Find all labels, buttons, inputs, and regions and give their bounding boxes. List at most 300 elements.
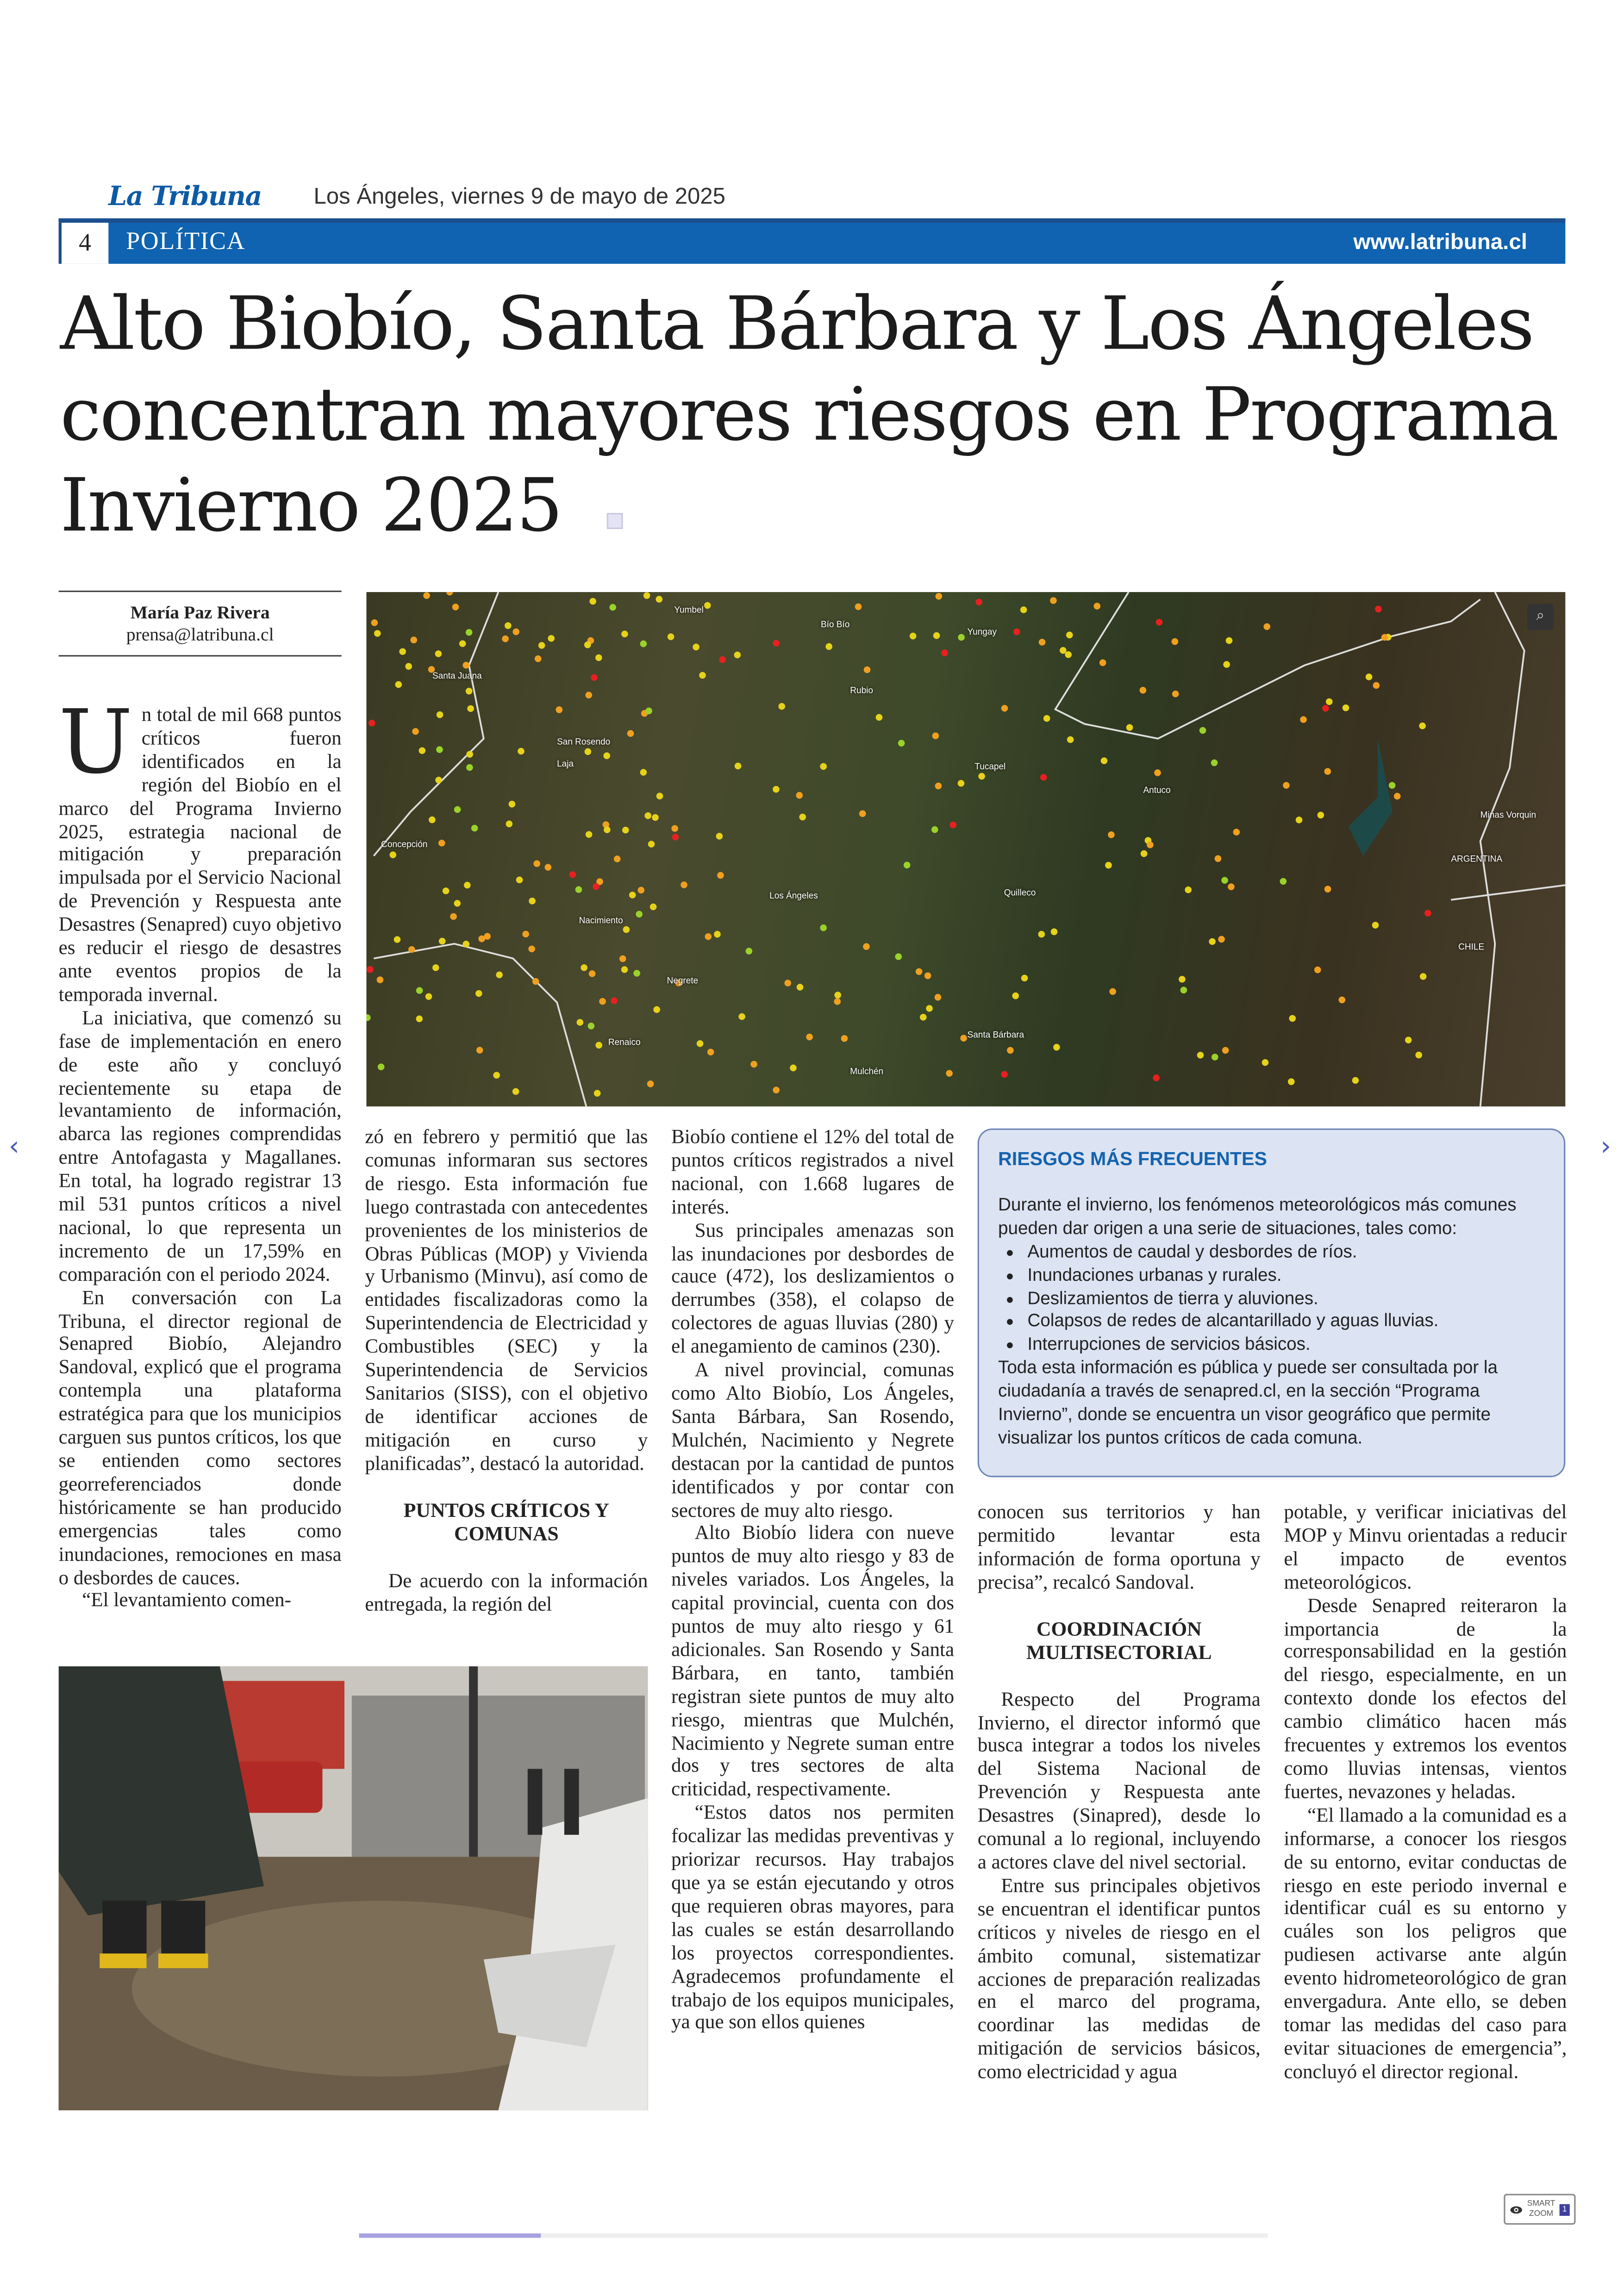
critical-point-marker [1147, 842, 1154, 848]
critical-point-marker [621, 630, 628, 637]
map-overlay [367, 592, 1566, 1106]
critical-point-marker [464, 882, 471, 889]
critical-point-marker [429, 817, 436, 823]
critical-point-marker [1109, 988, 1116, 995]
critical-point-marker [855, 603, 862, 610]
critical-point-marker [719, 656, 726, 663]
critical-point-marker [1215, 855, 1222, 862]
critical-point-marker [436, 746, 443, 753]
critical-point-marker [1375, 606, 1382, 613]
critical-point-marker [1283, 782, 1290, 789]
critical-point-marker [529, 898, 536, 904]
newspaper-logo: La Tribuna [108, 181, 262, 213]
critical-point-marker [518, 748, 525, 755]
critical-point-marker [416, 987, 423, 994]
critical-point-marker [1099, 659, 1106, 666]
paragraph: U n total de mil 668 puntos críticos fueron identificados en la región del Biobío en el marco del Programa Invierno 2025, estrategia nacional de mitigación y preparación impulsada por el Servicio Nacional de Prevención y Respuesta ante Desastres (Senapred) cuyo objetivo es reducir el riesgo de desastres ante eventos propios de la temporada invernal. [58, 692, 342, 1005]
critical-point-marker [408, 946, 415, 953]
headline: Alto Biobío, Santa Bárbara y Los Ángeles concentran mayores riesgos en Programa Invierno 2025 [60, 281, 1558, 549]
boundary-line [1451, 885, 1565, 900]
critical-point-marker [629, 892, 636, 898]
critical-point-marker [716, 833, 723, 840]
critical-point-marker [466, 629, 473, 636]
critical-point-marker [454, 806, 461, 813]
critical-point-marker [516, 877, 523, 884]
critical-point-marker [1420, 973, 1427, 980]
critical-point-marker [1007, 1047, 1014, 1054]
sidebox-intro: Durante el invierno, los fenómenos meteorológicos más comunes pueden dar origen a una serie de situaciones, tales como: [998, 1194, 1517, 1238]
critical-point-marker [428, 666, 435, 673]
critical-point-marker [640, 769, 647, 776]
critical-point-marker [1381, 634, 1388, 641]
paragraph: potable, y verificar iniciativas del MOP y Minvu orientadas a reducir el impacto de eventos meteorológicos. [1284, 1500, 1567, 1593]
critical-point-marker [717, 872, 724, 879]
critical-point-marker [593, 883, 600, 890]
critical-point-marker [1405, 1037, 1412, 1044]
critical-point-marker [621, 966, 628, 973]
list-item: • Aumentos de caudal y desbordes de ríos. [1027, 1241, 1545, 1264]
critical-point-marker [834, 992, 841, 998]
critical-point-marker [496, 972, 503, 979]
map-place-label: Nacimiento [579, 917, 623, 926]
critical-point-marker [627, 730, 634, 737]
critical-point-marker [693, 644, 700, 651]
photo-illustration [59, 1666, 648, 2110]
byline [59, 591, 342, 656]
critical-point-marker [876, 714, 883, 721]
list-item: • Interrupciones de servicios básicos. [1027, 1334, 1545, 1357]
paragraph: Respecto del Programa Invierno, el director informó que busca integrar a todos los niveles del Sistema Nacional de Prevención y Respuesta ante Desastres (Sinapred), desde lo comunal a lo regional, incluyendo a actores clave del nivel sectorial. [977, 1688, 1261, 1873]
critical-point-marker [544, 864, 551, 871]
critical-point-marker [1172, 638, 1179, 645]
critical-point-marker [604, 826, 611, 833]
critical-point-marker [603, 752, 610, 759]
critical-point-marker [577, 1019, 584, 1026]
critical-point-marker [1288, 1079, 1295, 1085]
critical-point-marker [773, 1087, 780, 1094]
critical-point-marker [1228, 883, 1235, 890]
critical-point-marker [773, 786, 780, 793]
column-1 [58, 692, 342, 1613]
critical-point-marker [935, 783, 942, 790]
critical-point-marker [475, 990, 482, 997]
critical-point-marker [367, 966, 374, 973]
critical-point-marker [588, 1023, 595, 1029]
paragraph: “El llamado a la comunidad es a informarse, a conocer los riesgos de su entorno, evitar conductas de riesgo en este periodo invernal e identificar cuál es su entorno y cuáles son los peligros que pudiesen activarse ante algún evento hidrometeorológico de gran envergadura. Ante ello, se deben tomar las medidas del caso para evitar situaciones de emergencia”, concluyó el director regional. [1284, 1803, 1567, 2083]
critical-point-marker [1038, 931, 1045, 938]
critical-point-marker [1179, 976, 1186, 983]
critical-point-marker [611, 997, 618, 1004]
critical-point-marker [595, 1042, 602, 1049]
critical-point-marker [958, 780, 965, 787]
critical-point-marker [671, 825, 678, 832]
critical-point-marker [1372, 922, 1379, 929]
sidebox-frequent-risks [978, 1129, 1566, 1478]
next-page-button[interactable]: › [1600, 1131, 1612, 1162]
critical-point-marker [1222, 1047, 1229, 1054]
critical-point-marker [650, 904, 657, 911]
critical-point-marker [395, 681, 402, 688]
critical-point-marker [405, 663, 412, 670]
critical-point-marker [425, 993, 432, 1000]
critical-point-marker [528, 946, 535, 953]
critical-point-marker [978, 773, 985, 780]
critical-point-marker [1060, 647, 1067, 654]
critical-point-marker [522, 931, 529, 938]
critical-point-marker [1020, 606, 1027, 613]
map-place-label: Tucapel [974, 763, 1006, 773]
subheading: COORDINACIÓN MULTISECTORIAL [1026, 1617, 1212, 1663]
critical-point-marker [467, 705, 474, 712]
critical-point-marker [643, 592, 650, 599]
critical-point-marker [1280, 878, 1287, 885]
critical-point-marker [820, 763, 827, 770]
critical-point-marker [656, 792, 663, 799]
author-name: María Paz Rivera [130, 602, 270, 623]
paragraph: A nivel provincial, comunas como Alto Biobío, Los Ángeles, Santa Bárbara, San Rosendo, Mulchén, Nacimiento y Negrete destacan por la cantidad de puntos identificados y por contar con sectores de muy alto riesgo. [671, 1359, 955, 1521]
critical-point-marker [584, 642, 591, 649]
critical-point-marker [653, 1006, 660, 1013]
critical-point-marker [1066, 632, 1073, 639]
critical-point-marker [640, 641, 647, 648]
critical-point-marker [443, 887, 450, 894]
critical-point-marker [633, 970, 640, 977]
map-place-label: Negrete [667, 977, 699, 986]
critical-point-marker [1040, 774, 1047, 781]
critical-point-marker [369, 720, 375, 727]
critical-point-marker [1067, 736, 1074, 743]
map-place-label: Concepción [381, 841, 428, 850]
author-email: prensa@latribuna.cl [126, 624, 274, 645]
map-place-label: Bío Bío [820, 621, 850, 630]
critical-point-marker [377, 977, 384, 984]
critical-point-marker [1322, 705, 1329, 712]
critical-point-marker [1318, 812, 1324, 819]
critical-point-marker [493, 1072, 500, 1079]
critical-point-marker [941, 649, 948, 656]
critical-point-marker [636, 911, 643, 918]
critical-point-marker [1156, 619, 1163, 626]
critical-point-marker [595, 655, 602, 661]
critical-point-marker [509, 801, 516, 808]
critical-point-marker [1093, 603, 1100, 610]
paragraph: Desde Senapred reiteraron la importancia de la corresponsabilidad en la gestión del riesgo, especialmente, en un contexto donde los efectos del cambio climático hacen más frecuentes y extremos los eventos como lluvias intensas, vientos fuertes, nevazones y heladas. [1284, 1594, 1567, 1802]
critical-point-marker [438, 840, 445, 847]
critical-point-marker [1021, 975, 1028, 982]
critical-point-marker [435, 650, 442, 657]
critical-point-marker [1419, 723, 1426, 730]
list-item: • Colapsos de redes de alcantarillado y aguas lluvias. [1027, 1311, 1545, 1334]
critical-point-marker [371, 619, 378, 626]
critical-point-marker [1223, 661, 1230, 668]
critical-point-marker [1001, 705, 1008, 712]
paragraph: zó en febrero y permitió que las comunas informaran sus sectores de riesgo. Esta información fue luego contrastada con antecedentes provenientes de los ministerios de Obras Públicas (MOP) y Vivienda y Urbanismo (Minvu), así como de entidades fiscalizadoras como la Superintendencia de Electricidad y Combustibles (SEC) y la Superintendencia de Servicios Sanitarios (SISS), con el objetivo de identificar acciones de mitigación en curso y planificadas”, destacó la autoridad. [365, 1125, 648, 1474]
sidebox-outro: Toda esta información es pública y puede ser consultada por la ciudadanía a través de senapred.cl, en la sección “Programa Invierno”, donde se encuentra un visor geográfico que permite visualizar los puntos críticos de cada comuna. [998, 1357, 1498, 1448]
critical-point-marker [647, 1080, 654, 1087]
map-place-label: Antuco [1143, 787, 1171, 796]
critical-point-marker [459, 640, 466, 647]
critical-point-marker [1263, 623, 1270, 630]
critical-point-marker [471, 825, 478, 832]
critical-point-marker [916, 968, 923, 975]
critical-point-marker [1389, 782, 1396, 789]
critical-point-marker [1065, 651, 1072, 658]
map-place-label: Los Ángeles [769, 892, 818, 902]
critical-point-marker [820, 924, 827, 931]
critical-point-marker [895, 953, 902, 960]
critical-point-marker [714, 931, 721, 938]
critical-point-marker [1181, 987, 1187, 994]
critical-point-marker [378, 1064, 385, 1071]
critical-point-marker [790, 1065, 797, 1072]
critical-point-marker [859, 810, 866, 817]
critical-point-marker [394, 936, 401, 943]
critical-point-marker [746, 948, 753, 954]
critical-point-marker [672, 834, 679, 841]
critical-point-marker [1394, 793, 1401, 800]
critical-point-marker [454, 900, 461, 907]
paragraph: Biobío contiene el 12% del total de puntos críticos registrados a nivel nacional, con 1.668 lugares de interés. [671, 1125, 955, 1218]
critical-point-marker [619, 955, 626, 962]
critical-point-marker [864, 667, 871, 674]
critical-point-marker [437, 711, 443, 718]
critical-point-marker [960, 1035, 967, 1042]
map-place-label: San Rosendo [557, 738, 611, 748]
dateline: Los Ángeles, viernes 9 de mayo de 2025 [313, 184, 725, 210]
critical-point-marker [538, 642, 545, 649]
critical-point-marker [920, 1014, 927, 1021]
critical-point-marker [432, 964, 439, 971]
critical-point-marker [799, 814, 806, 821]
critical-point-marker [797, 984, 804, 991]
boundary-line [374, 592, 498, 856]
critical-point-marker [750, 1061, 757, 1068]
note-icon[interactable] [607, 513, 623, 529]
map-place-label: Yungay [967, 629, 997, 638]
map-place-label: Laja [557, 761, 574, 770]
critical-point-marker [435, 777, 442, 784]
map-place-label: Santa Juana [432, 673, 482, 682]
critical-point-marker [841, 1035, 848, 1042]
critical-point-marker [652, 814, 659, 821]
paragraph: En conversación con La Tribuna, el director regional de Senapred Biobío, Alejandro Sandoval, explicó que el programa contempla una plataforma estratégica para que los municipios carguen sus puntos críticos, los que se entienden como sectores georreferenciados donde históricamente se han producido emergencias tales como inundaciones, remociones en masa o desbordes de cauces. [58, 1286, 342, 1588]
column-5 [1284, 1501, 1567, 2083]
column-3 [671, 1125, 954, 2034]
critical-point-marker [796, 792, 803, 799]
critical-point-marker [1339, 997, 1346, 1004]
critical-point-marker [591, 674, 598, 681]
critical-point-marker [505, 622, 512, 629]
critical-point-marker [778, 703, 785, 710]
critical-point-marker [656, 596, 662, 603]
paragraph: La iniciativa, que comenzó su fase de implementación en enero de este año y concluyó recientemente su etapa de levantamiento de información, abarca las regiones comprendidas entre Antofagasta y Magallanes. En total, ha logrado registrar 13 mil 531 puntos críticos a nivel nacional, lo que representa un incremento de un 17,59% en comparación con el periodo 2024. [58, 1006, 342, 1285]
critical-point-marker [931, 826, 938, 833]
critical-point-marker [512, 1088, 519, 1095]
site-url[interactable]: www.latribuna.cl [1353, 230, 1527, 255]
critical-point-marker [924, 973, 931, 979]
critical-point-marker [548, 635, 555, 642]
column-2 [365, 1125, 648, 1615]
critical-point-marker [1218, 936, 1225, 943]
critical-point-marker [904, 862, 911, 869]
critical-point-marker [1199, 727, 1206, 734]
critical-point-marker [975, 599, 982, 605]
map-place-label: CHILE [1458, 943, 1485, 953]
critical-point-marker [535, 655, 542, 662]
critical-point-marker [648, 841, 655, 848]
critical-point-marker [599, 998, 606, 1005]
critical-point-marker [946, 1070, 953, 1077]
critical-point-marker [1050, 597, 1057, 604]
critical-point-marker [933, 632, 940, 639]
critical-point-marker [1326, 698, 1333, 705]
critical-point-marker [1296, 817, 1303, 823]
critical-point-marker [825, 643, 832, 650]
critical-point-marker [476, 1047, 483, 1054]
critical-point-marker [1415, 1052, 1422, 1059]
critical-point-marker [506, 821, 513, 828]
critical-point-marker [1154, 769, 1161, 776]
critical-point-marker [1324, 886, 1331, 893]
critical-point-marker [738, 1013, 745, 1020]
critical-point-marker [1212, 1054, 1218, 1060]
subheading: PUNTOS CRÍTICOS Y COMUNAS [403, 1498, 609, 1544]
paragraph: Entre sus principales objetivos se encuentran el identificar puntos críticos y niveles de riesgo en el ámbito comunal, sistematizar acciones de preparación realizadas en el marco del programa, coordinar las medidas de mitigación de servicios básicos, como electricidad y agua [977, 1874, 1261, 2083]
critical-point-marker [935, 994, 942, 1001]
critical-point-marker [1140, 687, 1147, 694]
critical-point-marker [575, 886, 582, 893]
critical-point-marker [1013, 629, 1020, 636]
critical-point-marker [399, 648, 406, 655]
critical-point-marker [412, 728, 419, 735]
section-bar [59, 218, 1566, 264]
critical-point-marker [446, 592, 453, 595]
critical-point-marker [416, 1016, 423, 1023]
critical-point-marker [1289, 1015, 1296, 1022]
critical-point-marker [936, 593, 943, 600]
critical-point-marker [609, 604, 616, 611]
critical-point-marker [1053, 1044, 1060, 1051]
critical-point-marker [704, 602, 711, 609]
critical-point-marker [705, 933, 712, 940]
map-place-label: Quilleco [1004, 889, 1036, 898]
critical-point-marker [1221, 877, 1228, 884]
drop-cap: U [58, 692, 133, 794]
critical-point-marker [834, 998, 841, 1005]
critical-point-marker [410, 636, 417, 643]
critical-point-marker [466, 688, 473, 695]
critical-point-marker [1324, 768, 1331, 775]
critical-point-marker [439, 938, 446, 945]
zoom-level-badge: 1 [1560, 2203, 1570, 2215]
critical-point-marker [1185, 886, 1192, 893]
critical-point-marker [1153, 1074, 1160, 1081]
critical-point-marker [450, 913, 457, 920]
critical-point-marker [1314, 967, 1321, 973]
critical-point-marker [1211, 760, 1218, 767]
map-place-label: Mulchén [850, 1068, 884, 1078]
critical-point-marker [638, 887, 645, 894]
critical-point-marker [1343, 705, 1349, 711]
paragraph: “Estos datos nos permiten focalizar las medidas preventivas y priorizar recursos. Hay trabajos que ya se están ejecutando y otros que requieren obras mayores, para las cuales se están desarrollando los proyectos correspondientes. Agradecemos profundamente el trabajo de los equipos municipales, ya que son ellos quienes [671, 1801, 955, 2033]
section-name: POLÍTICA [126, 227, 246, 255]
list-item: • Deslizamientos de tierra y aluviones. [1027, 1287, 1545, 1310]
critical-point-marker [532, 978, 539, 985]
critical-point-marker [1141, 850, 1148, 857]
critical-point-marker [1233, 829, 1240, 836]
critical-point-marker [594, 1090, 601, 1097]
critical-point-marker [1209, 938, 1216, 945]
critical-point-marker [533, 860, 540, 867]
critical-point-marker [623, 926, 630, 933]
critical-point-marker [1197, 1052, 1204, 1059]
critical-point-marker [589, 970, 596, 977]
critical-point-marker [735, 763, 742, 770]
paragraph: “El levantamiento comen- [82, 1589, 292, 1611]
critical-point-marker [784, 979, 791, 986]
critical-point-marker [1012, 992, 1019, 999]
map-place-label: Santa Bárbara [967, 1031, 1024, 1041]
critical-point-marker [1101, 757, 1108, 764]
progress-fill [359, 2233, 541, 2238]
paragraph: conocen sus territorios y han permitido levantar esta información de forma oportuna y precisa”, recalcó Sandoval. [977, 1500, 1261, 1593]
critical-point-marker [614, 855, 621, 862]
critical-point-marker [556, 706, 563, 713]
critical-point-marker [697, 1040, 704, 1047]
critical-point-marker [581, 964, 587, 971]
critical-point-marker [1262, 1059, 1269, 1066]
lake [1349, 739, 1393, 856]
critical-point-marker [374, 630, 381, 637]
critical-point-marker [773, 640, 780, 647]
critical-point-marker [589, 598, 596, 605]
previous-page-button[interactable]: ‹ [8, 1131, 19, 1162]
map-search-icon[interactable]: ⌕ [1527, 604, 1554, 630]
critical-point-marker [1043, 715, 1050, 722]
critical-point-marker [644, 812, 651, 819]
eye-icon [1510, 2205, 1523, 2214]
critical-point-marker [585, 748, 592, 755]
critical-point-marker [1352, 1077, 1359, 1084]
column-4 [978, 1501, 1261, 2084]
critical-point-marker [502, 636, 509, 642]
critical-point-marker [1424, 910, 1431, 917]
map-place-label: Rubio [850, 687, 873, 696]
critical-point-marker [452, 604, 459, 611]
critical-point-marker [512, 629, 519, 636]
map-place-label: Renaico [608, 1039, 641, 1048]
boundary-line [374, 944, 586, 1106]
critical-point-marker [863, 943, 870, 950]
critical-point-marker [1051, 929, 1058, 935]
critical-point-marker [1105, 862, 1112, 869]
critical-points-map[interactable] [367, 592, 1566, 1106]
critical-point-marker [569, 871, 576, 878]
page-number: 4 [59, 223, 109, 264]
critical-point-marker [806, 1034, 813, 1041]
critical-point-marker [1172, 691, 1179, 698]
critical-point-marker [1126, 724, 1133, 731]
smart-zoom-button[interactable]: SMART ZOOM 1 [1504, 2194, 1575, 2225]
critical-point-marker [1366, 674, 1373, 680]
critical-point-marker [586, 831, 593, 838]
critical-point-marker [699, 672, 706, 679]
risk-list [998, 1241, 1545, 1358]
critical-point-marker [478, 935, 485, 942]
sidebox-title: RIESGOS MÁS FRECUENTES [998, 1147, 1267, 1170]
reading-progress-bar[interactable] [359, 2233, 1268, 2238]
critical-point-marker [622, 827, 629, 834]
